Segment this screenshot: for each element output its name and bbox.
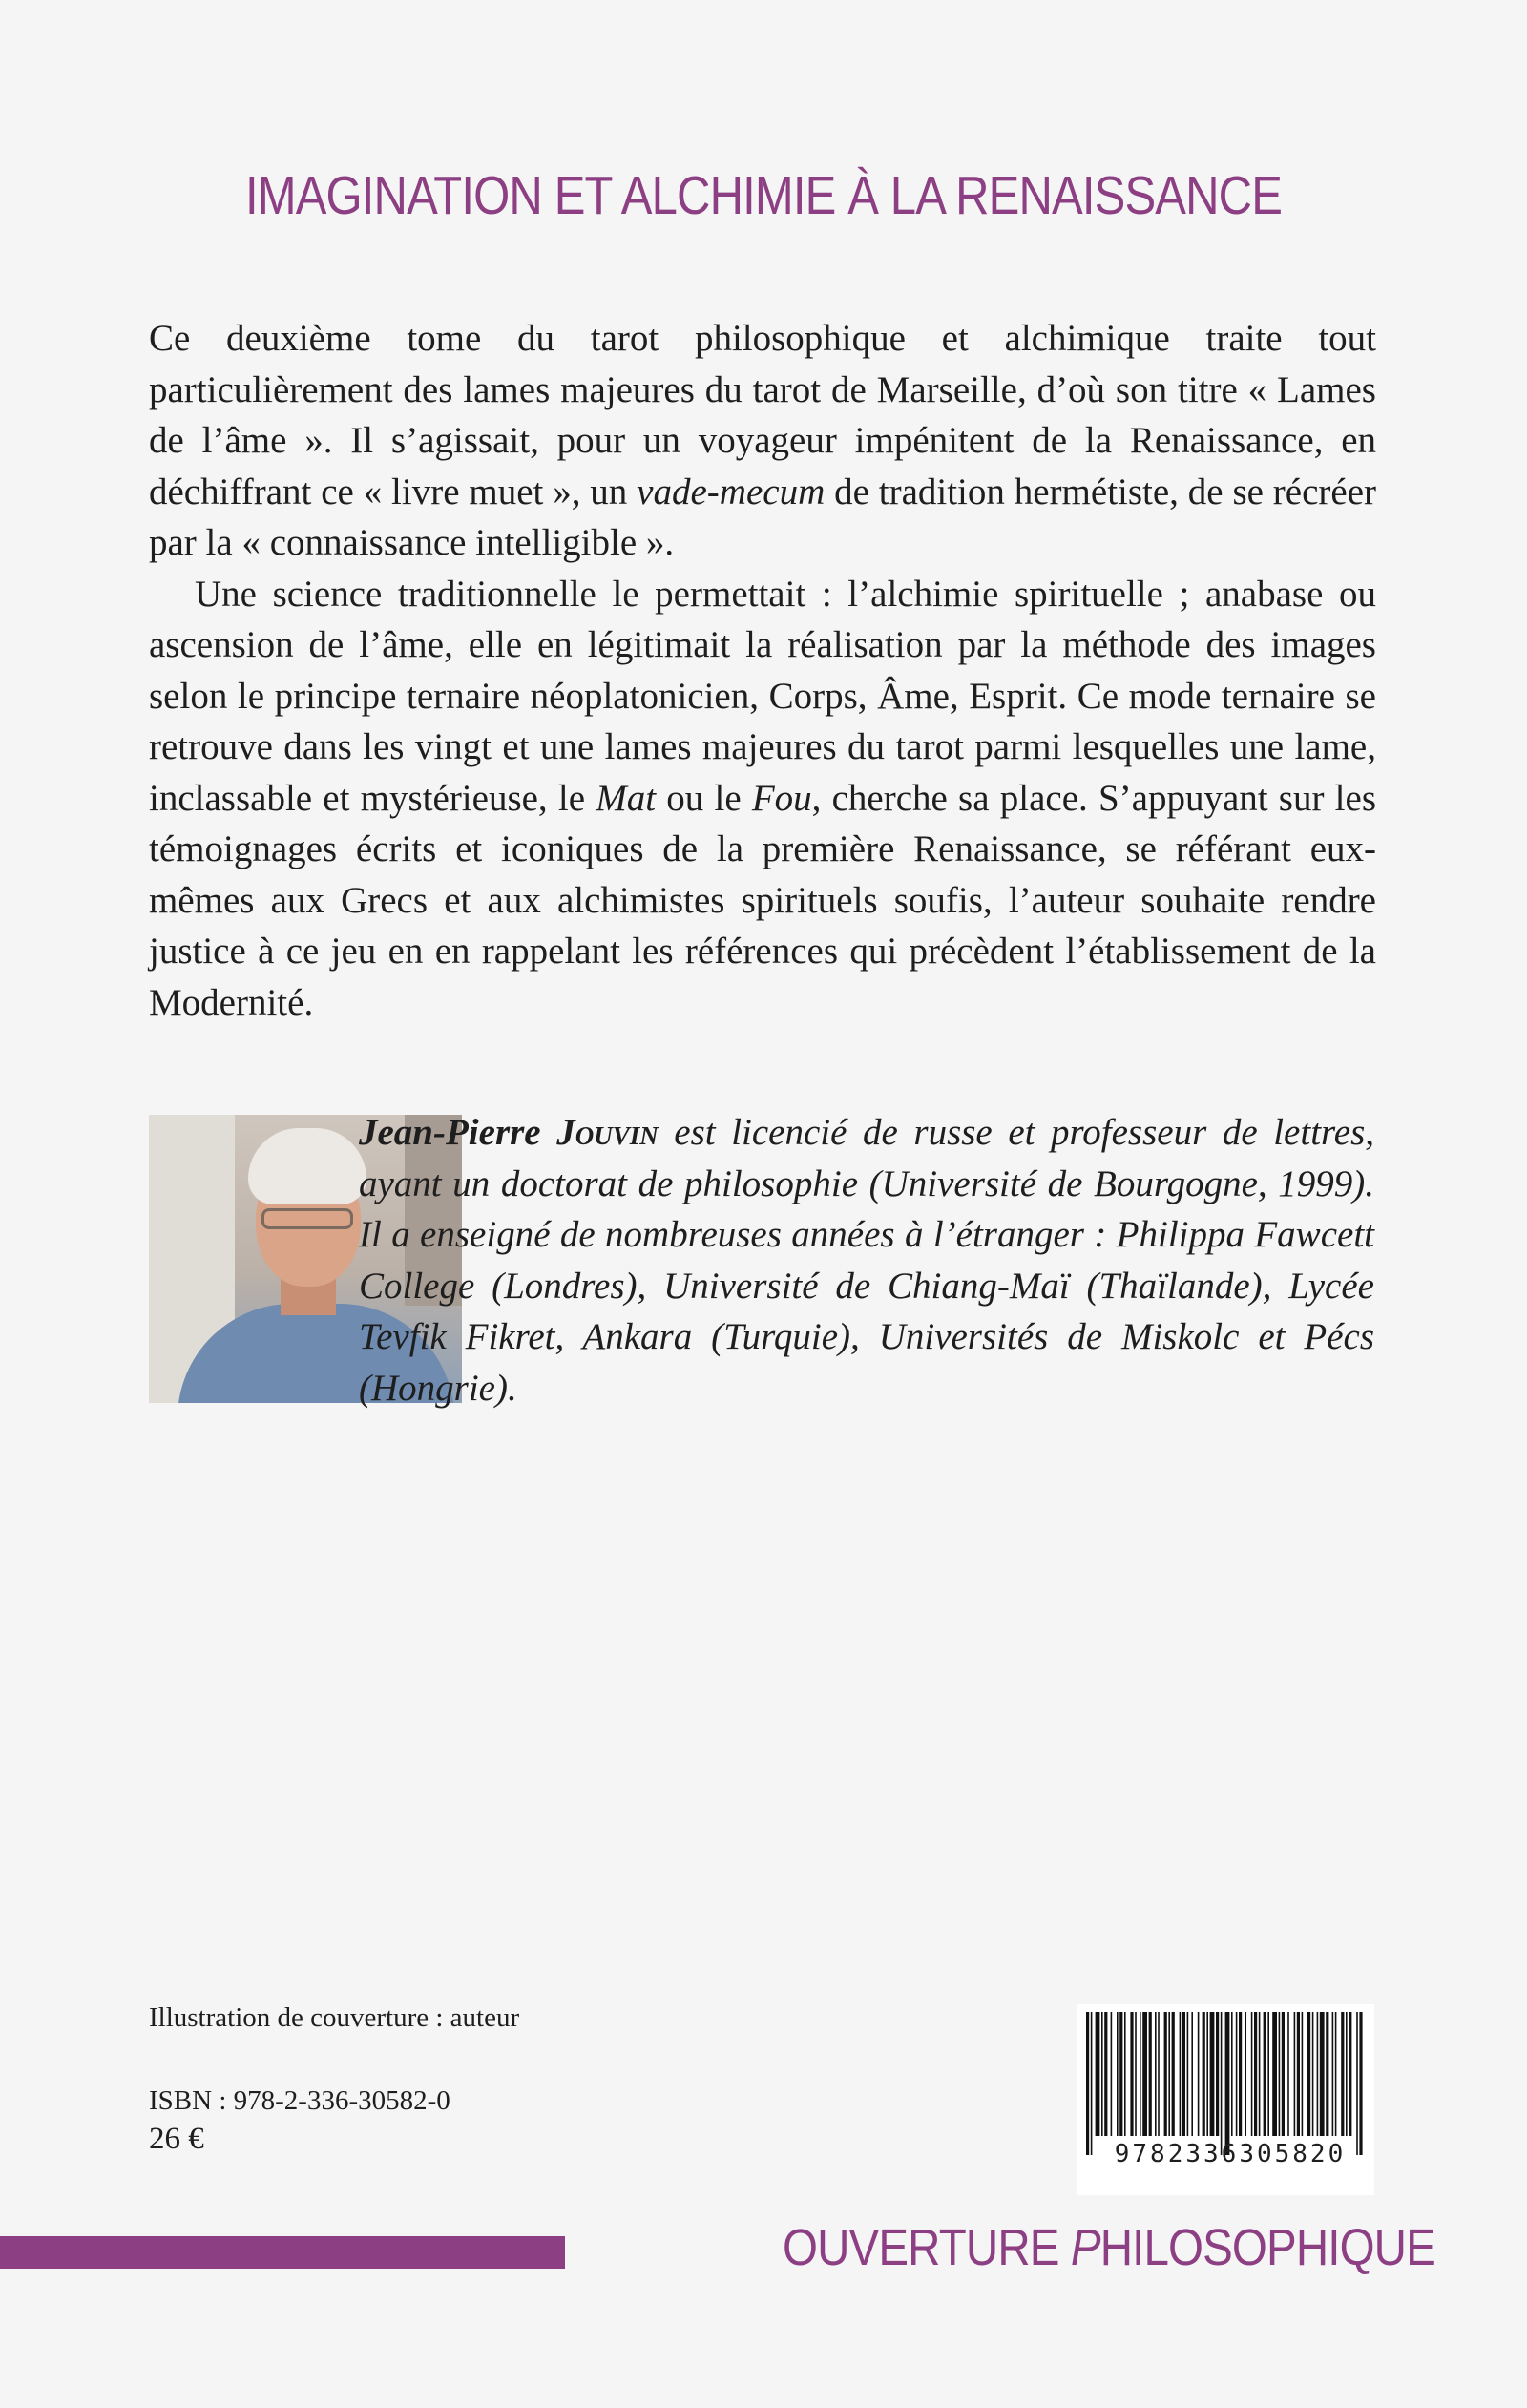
- barcode-bar: [1135, 2012, 1137, 2136]
- barcode-bar: [1124, 2012, 1126, 2136]
- barcode-bar: [1155, 2012, 1157, 2136]
- barcode-bar: [1279, 2012, 1281, 2136]
- barcode-bar: [1356, 2012, 1358, 2155]
- barcode-bar: [1210, 2012, 1215, 2136]
- barcode-bar: [1221, 2012, 1223, 2155]
- photo-glasses: [261, 1208, 353, 1229]
- barcode-bar: [1320, 2012, 1325, 2136]
- accent-bar: [0, 2236, 565, 2269]
- barcode-bar: [1302, 2012, 1304, 2136]
- barcode-bar: [1091, 2012, 1093, 2155]
- barcode-bar: [1294, 2012, 1296, 2136]
- barcode-bar: [1101, 2012, 1103, 2136]
- barcode-bar: [1140, 2012, 1141, 2136]
- price: 26 €: [149, 2122, 204, 2156]
- photo-hair: [248, 1128, 366, 1204]
- barcode-bar: [1198, 2012, 1200, 2136]
- isbn: ISBN : 978-2-336-30582-0: [149, 2085, 450, 2116]
- barcode-bar: [1206, 2012, 1208, 2136]
- series-part-3: HILOSOPHIQUE: [1099, 2219, 1435, 2276]
- barcode-bar: [1341, 2012, 1344, 2136]
- barcode-bar: [1149, 2012, 1152, 2136]
- cover-illustration-credit: Illustration de couverture : auteur: [149, 2002, 520, 2033]
- barcode-bar: [1086, 2012, 1089, 2155]
- barcode-bar: [1264, 2012, 1266, 2136]
- author-bio: [359, 1107, 1374, 1413]
- series-part-1: OUVERTURE: [783, 2219, 1071, 2276]
- barcode-bar: [1312, 2012, 1314, 2136]
- barcode-bar: [1349, 2012, 1351, 2136]
- barcode-bar: [1187, 2012, 1189, 2136]
- barcode-bar: [1346, 2012, 1348, 2136]
- barcode-bar: [1111, 2012, 1113, 2136]
- barcode-bar: [1297, 2012, 1300, 2136]
- barcode-bar: [1180, 2012, 1182, 2136]
- barcode-bar: [1104, 2012, 1107, 2136]
- series-part-2: P: [1070, 2219, 1100, 2276]
- barcode-bar: [1259, 2012, 1261, 2136]
- author-first-name: Jean-Pierre: [359, 1112, 557, 1153]
- summary-p1-text-b: de tradition hermétiste, de se récréer par la « connaissance intelligible ».: [149, 471, 1376, 563]
- barcode-bar: [1231, 2012, 1233, 2136]
- barcode-bar: [1182, 2012, 1185, 2136]
- barcode-bar: [1359, 2012, 1362, 2155]
- barcode-bar: [1168, 2012, 1170, 2136]
- barcode-bar: [1130, 2012, 1133, 2136]
- barcode-bar: [1203, 2012, 1205, 2136]
- barcode-digits: 9782336305820: [1114, 2140, 1347, 2168]
- barcode-bar: [1335, 2012, 1337, 2136]
- series-name: [783, 2218, 1437, 2277]
- summary-p2-text-a: Une science traditionnelle le permettait : l’alchimie spirituelle ; anabase ou ascension de l’âme, elle en légitimait la réalisation par la méthode des images selon le principe ternaire néoplatonicien, Corps, Âme, Esprit. Ce mode ternaire se retrouve dans les vingt et une lames majeures du tarot parmi lesquelles une lame, inclassable et mystérieuse, le: [149, 573, 1376, 819]
- barcode-bar: [1326, 2012, 1328, 2136]
- summary-paragraph-1: [149, 313, 1376, 569]
- barcode-bar: [1332, 2012, 1334, 2136]
- barcode-bar: [1267, 2012, 1269, 2136]
- barcode-bar: [1096, 2012, 1100, 2136]
- summary-p2-italic-fou: Fou: [751, 777, 812, 819]
- author-bio-text: est licencié de russe et professeur de lettres, ayant un doctorat de philosophie (Université de Bourgogne, 1999). Il a enseigné de nombreuses années à l’étranger : Philippa Fawcett College (Londres), Université de Chiang-Maï (Thaïlande), Lycée Tevfik Fikret, Ankara (Turquie), Universités de Miskolc et Pécs (Hongrie).: [359, 1112, 1374, 1409]
- barcode-bar: [1236, 2012, 1238, 2136]
- summary-p2-text-b: ou le: [656, 777, 752, 819]
- barcode-bar: [1164, 2012, 1167, 2136]
- summary-p1-italic: vade-mecum: [637, 471, 826, 513]
- book-title: IMAGINATION ET ALCHIMIE À LA RENAISSANCE: [244, 165, 1283, 226]
- barcode-bar: [1251, 2012, 1253, 2136]
- summary-p1-text-a: Ce deuxième tome du tarot philosophique et alchimique traite tout particulièrement des lames majeures du tarot de Marseille, d’où son titre « Lames de l’âme ». Il s’agissait, pour un voyageur impénitent de la Renaissance, en déchiffrant ce « livre muet », un: [149, 318, 1376, 513]
- barcode-bar: [1172, 2012, 1175, 2136]
- barcode-bar: [1216, 2012, 1219, 2136]
- barcode-bar: [1245, 2012, 1246, 2136]
- barcode-bar: [1158, 2012, 1160, 2136]
- barcode-bar: [1239, 2012, 1242, 2136]
- barcode-bar: [1191, 2012, 1193, 2136]
- author-last-name: Jouvin: [556, 1112, 659, 1153]
- barcode-bar: [1287, 2012, 1289, 2136]
- barcode-bar: [1307, 2012, 1310, 2136]
- barcode-bar: [1282, 2012, 1285, 2136]
- barcode-bar: [1317, 2012, 1319, 2136]
- summary-p2-italic-mat: Mat: [596, 777, 657, 819]
- summary-paragraph-2: [149, 569, 1376, 1029]
- barcode-bar: [1272, 2012, 1277, 2136]
- barcode-bar: [1225, 2012, 1230, 2155]
- barcode-bar: [1142, 2012, 1147, 2136]
- barcode-bar: [1254, 2012, 1257, 2136]
- back-cover-summary: [149, 313, 1376, 1028]
- barcode-bar: [1117, 2012, 1119, 2136]
- summary-p2-text-c: , cherche sa place. S’appuyant sur les témoignages écrits et iconiques de la première Renaissance, se référant eux-mêmes aux Grecs et aux alchimistes spirituels soufis, l’auteur souhaite rendre justice à ce jeu en en rappelant les références qui précèdent l’établissement de la Modernité.: [149, 777, 1376, 1023]
- barcode-bar: [1119, 2012, 1122, 2136]
